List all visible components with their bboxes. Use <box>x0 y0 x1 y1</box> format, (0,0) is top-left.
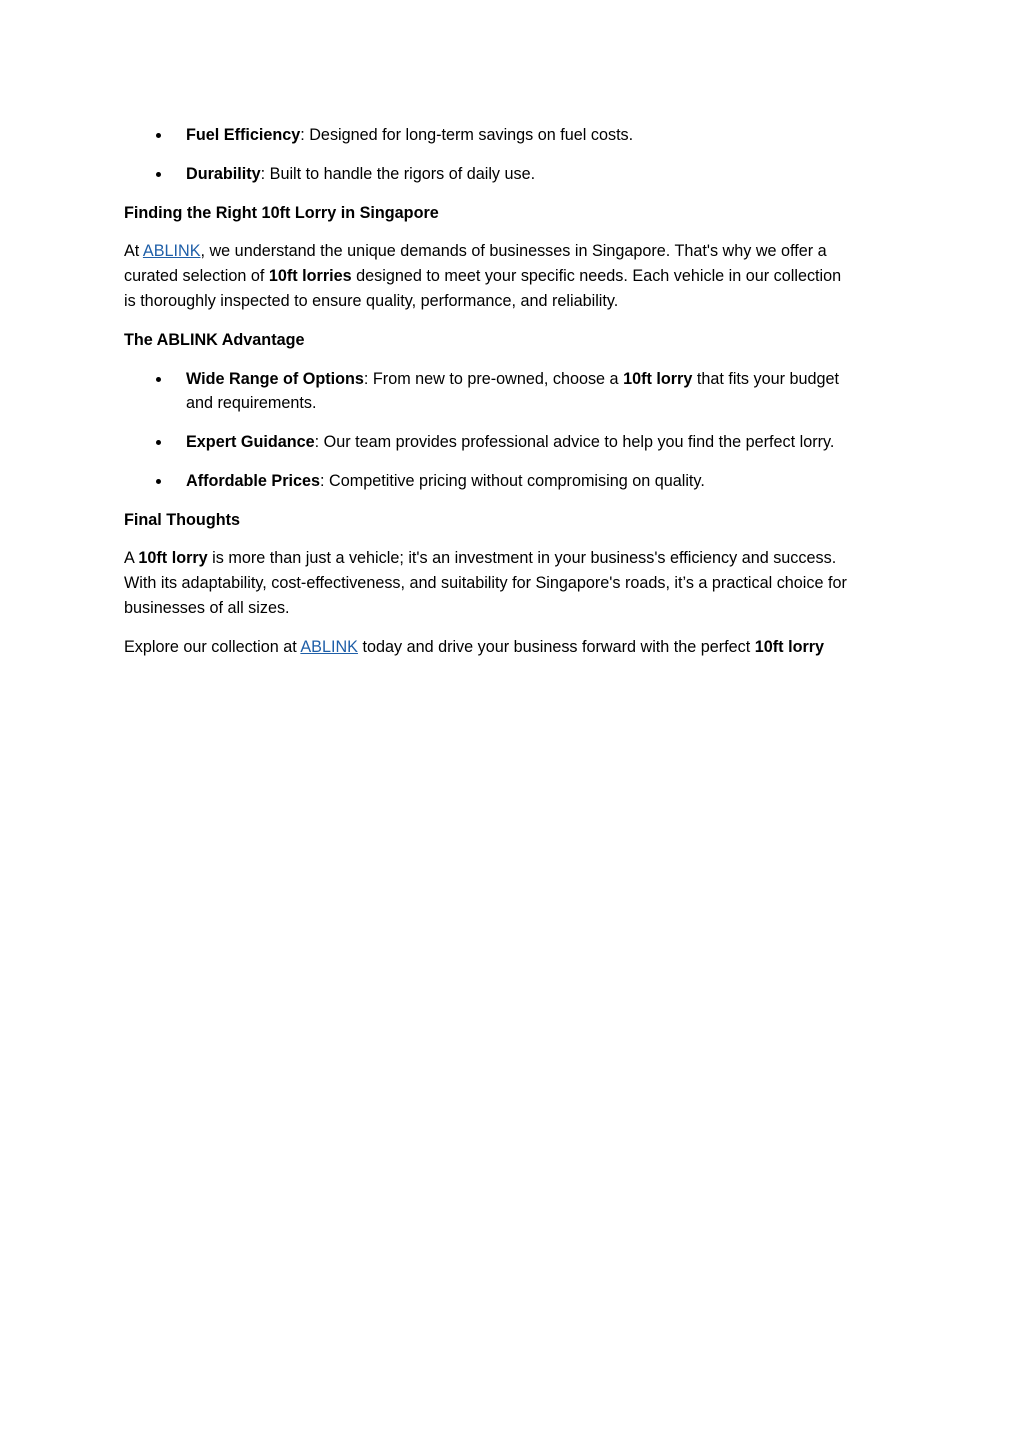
bullet-icon <box>156 479 161 484</box>
list-item-desc: : Built to handle the rigors of daily use. <box>260 165 536 183</box>
list-item: Affordable Prices: Competitive pricing without compromising on quality. <box>186 472 705 490</box>
section-heading: Final Thoughts <box>124 511 240 529</box>
bullet-icon <box>156 377 161 382</box>
list-item-desc: : Designed for long-term savings on fuel costs. <box>300 126 634 144</box>
list-item-term: Expert Guidance <box>186 433 315 451</box>
list-item-term: Affordable Prices <box>186 472 321 490</box>
list-item-term: Durability <box>186 165 261 183</box>
bullet-icon <box>156 133 161 138</box>
section-heading: Finding the Right 10ft Lorry in Singapore <box>124 204 439 222</box>
paragraph-line: is thoroughly inspected to ensure quality, performance, and reliability. <box>124 292 619 310</box>
section-heading: The ABLINK Advantage <box>124 331 305 349</box>
list-item <box>186 164 535 184</box>
paragraph-line: businesses of all sizes. <box>124 599 290 617</box>
list-item <box>186 125 633 145</box>
paragraph-line: Explore our collection at ABLINK today and drive your business forward with the perfect 10ft lorry <box>124 638 825 656</box>
paragraph-line: At ABLINK, we understand the unique demands of businesses in Singapore. That's why we offer a <box>124 242 827 260</box>
list-item: Wide Range of Options: From new to pre-owned, choose a 10ft lorry that fits your budget <box>186 370 840 388</box>
list-item-term: Wide Range of Options <box>186 370 364 388</box>
paragraph-line: A 10ft lorry is more than just a vehicle; it's an investment in your business's efficiency and success. <box>124 549 837 567</box>
paragraph-line: With its adaptability, cost-effectiveness, and suitability for Singapore's roads, it’s a practical choice for <box>124 574 847 592</box>
paragraph-line: curated selection of 10ft lorries designed to meet your specific needs. Each vehicle in our collection <box>124 267 842 285</box>
list-item-term: Fuel Efficiency <box>186 126 301 144</box>
bullet-icon <box>156 172 161 177</box>
ablink-link[interactable]: ABLINK <box>142 242 201 260</box>
ablink-link[interactable]: ABLINK <box>300 638 358 656</box>
list-item: Expert Guidance: Our team provides professional advice to help you find the perfect lorry. <box>186 433 835 451</box>
bullet-icon <box>156 440 161 445</box>
list-item-continuation: and requirements. <box>186 394 317 412</box>
